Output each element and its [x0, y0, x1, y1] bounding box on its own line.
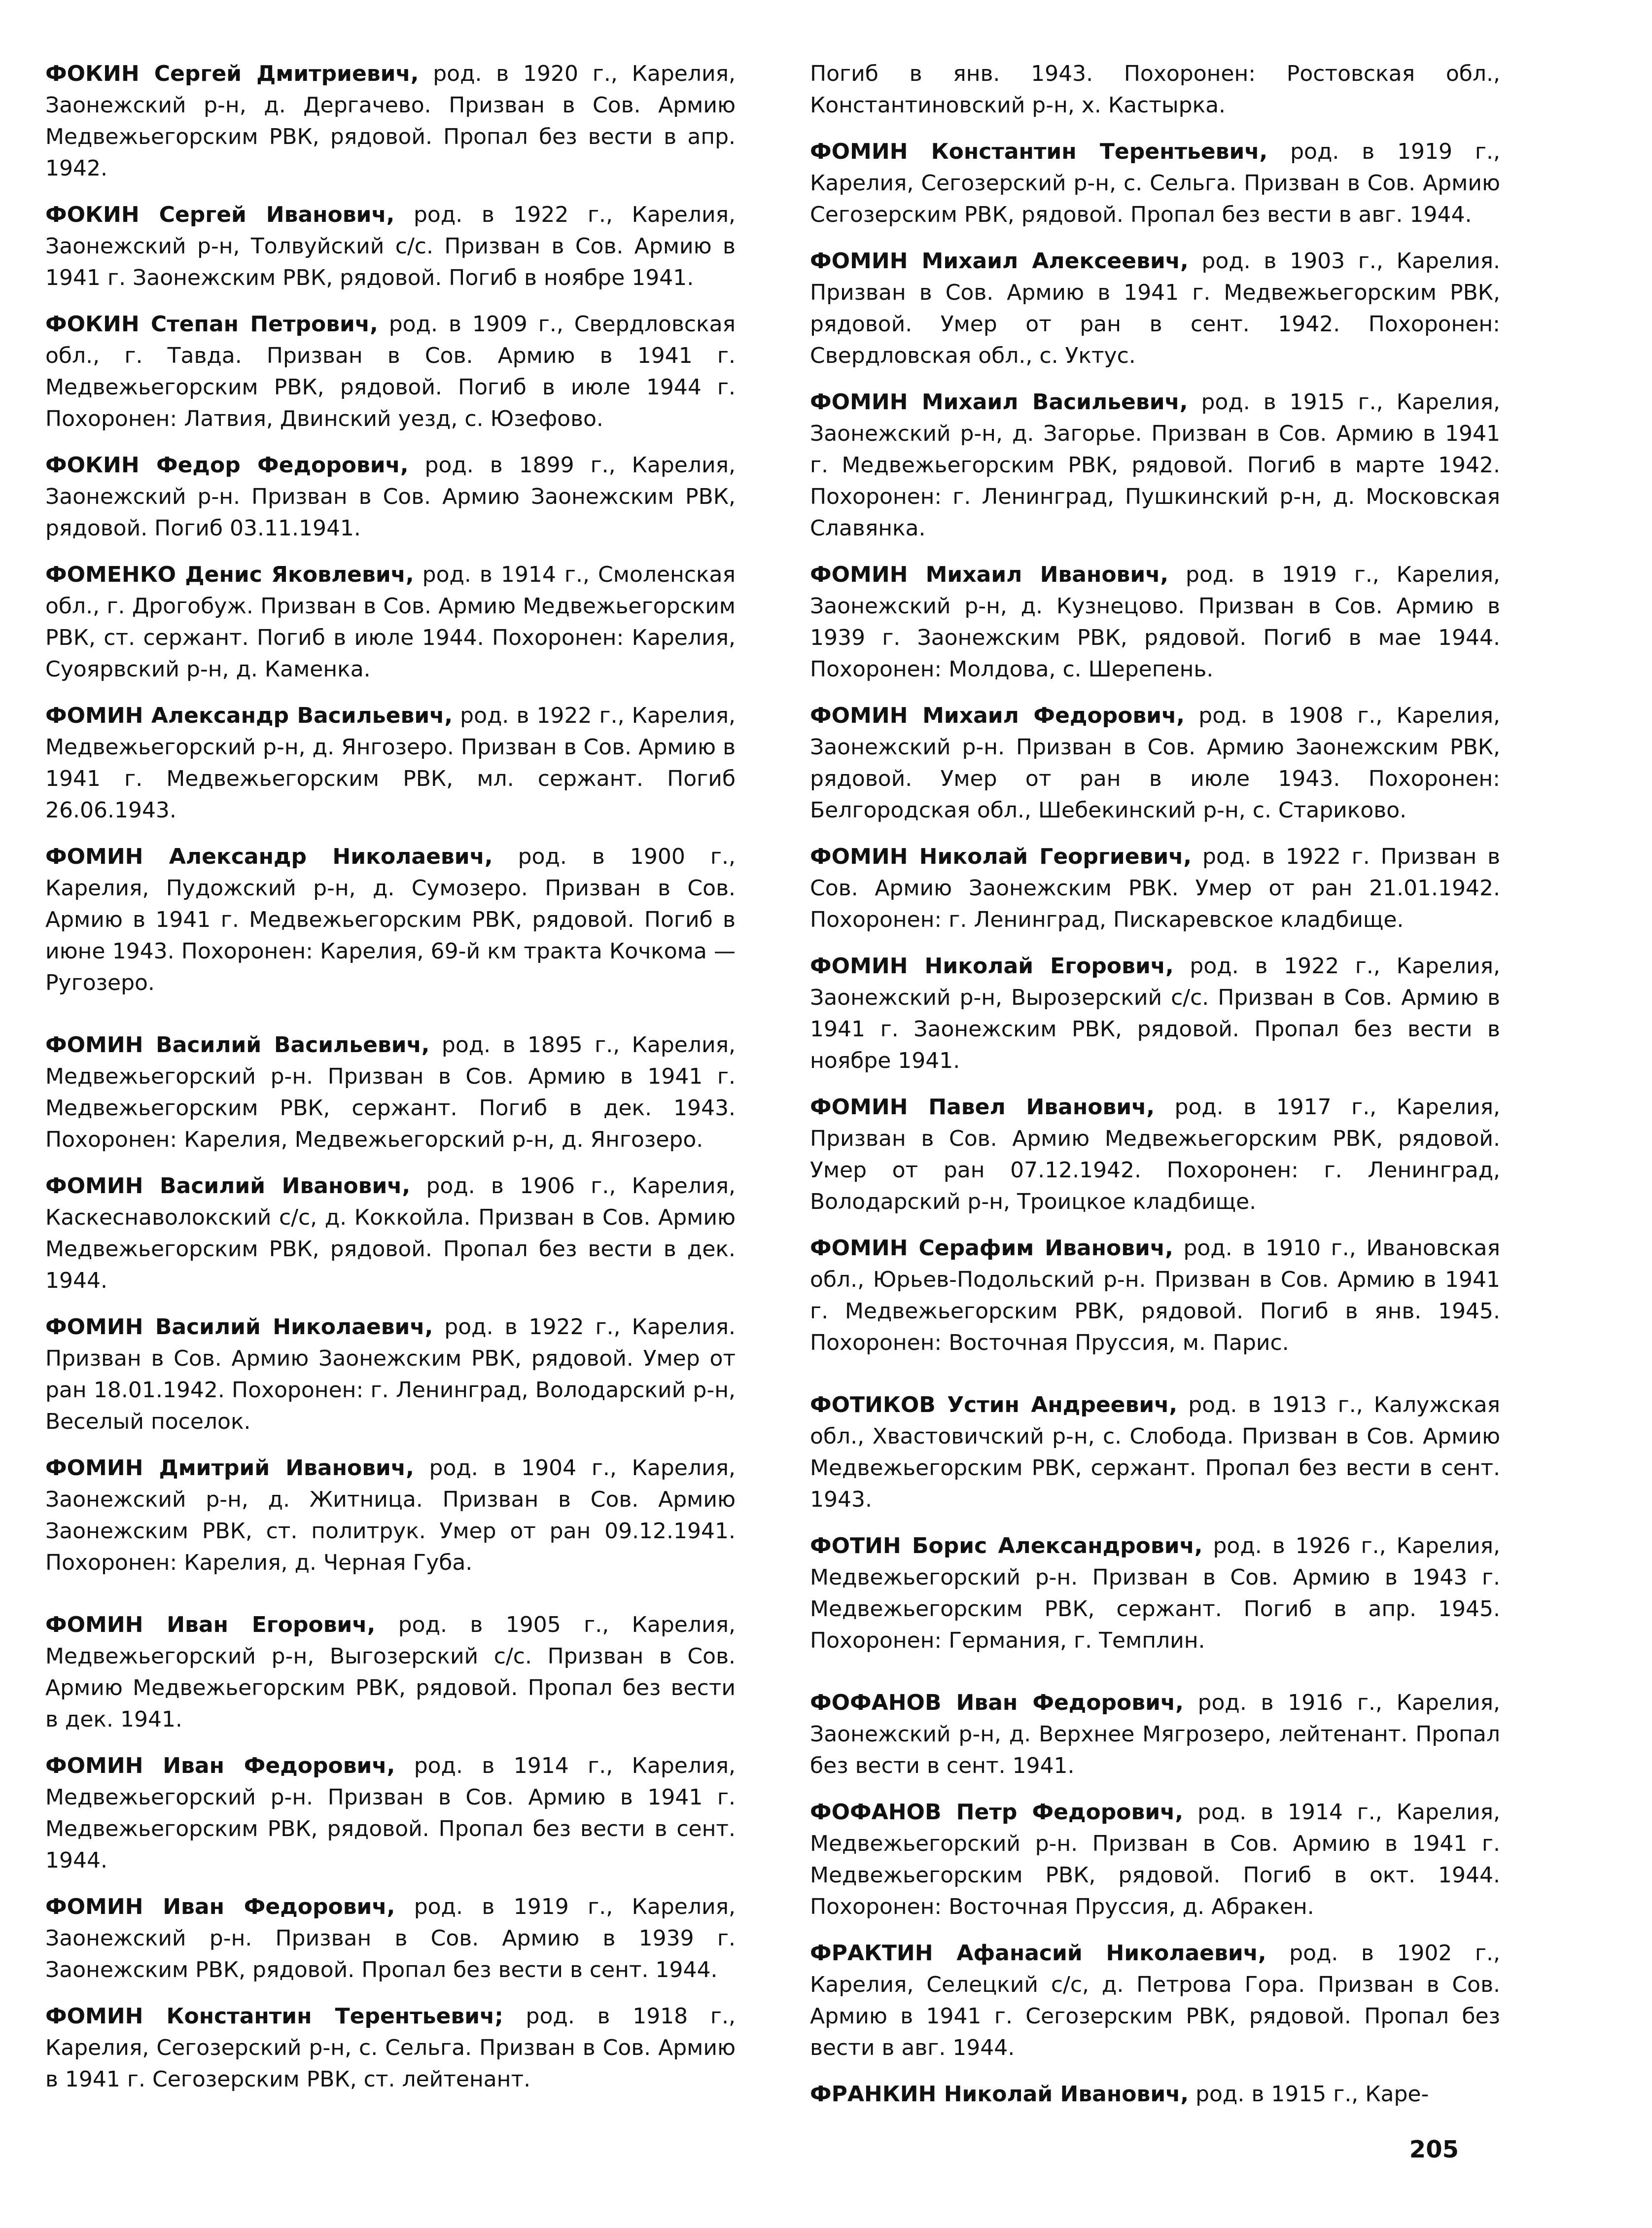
entry-name: ФОКИН Федор Федорович, — [45, 453, 409, 478]
entry-name: ФОФАНОВ Петр Федорович, — [810, 1800, 1184, 1825]
entry-name: ФОМИН Николай Егорович, — [810, 954, 1174, 979]
entry-name: ФОМИН Иван Федорович, — [45, 1753, 395, 1778]
entry-name: ФОМИН Михаил Иванович, — [810, 562, 1169, 587]
entry-name: ФОФАНОВ Иван Федорович, — [810, 1690, 1184, 1715]
entry — [45, 199, 736, 294]
entry-text: род. в 1905 г., Карелия, Медвежьегорский р-н, Выгозерский с/с. Призван в Сов. Армию Медвежьегорским РВК, рядовой. Пропал без вести в дек. 1941. — [45, 1612, 736, 1732]
entry-text: род. в 1895 г., Карелия, Медвежьегорский р-н. Призван в Сов. Армию в 1941 г. Медвежьегорским РВК, сержант. Погиб в дек. 1943. Похоронен: Карелия, Медвежьегорский р-н, д. Янгозеро. — [45, 1032, 736, 1152]
entry-text: род. в 1906 г., Карелия, Каскеснаволокский с/с, д. Коккойла. Призван в Сов. Армию Медвежьегорским РВК, рядовой. Пропал без вести в дек. 1944. — [45, 1173, 736, 1293]
entry-name: ФОМИН Василий Николаевич, — [45, 1314, 433, 1340]
entry-text: род. в 1914 г., Карелия, Медвежьегорский р-н. Призван в Сов. Армию в 1941 г. Медвежьегорским РВК, рядовой. Погиб в окт. 1944. Похоронен: Восточная Пруссия, д. Абракен. — [810, 1800, 1500, 1919]
entry-text: род. в 1914 г., Карелия, Медвежьегорский р-н. Призван в Сов. Армию в 1941 г. Медвежьегорским РВК, рядовой. Пропал без вести в сент. 1944. — [45, 1753, 736, 1873]
entry-name: ФОМИН Николай Георгиевич, — [810, 844, 1192, 869]
entry-text: род. в 1922 г. Призван в Сов. Армию Заонежским РВК. Умер от ран 21.01.1942. Похоронен: г. Ленинград, Пискаревское кладбище. — [810, 844, 1500, 932]
entry — [810, 700, 1500, 826]
entry-text: род. в 1918 г., Карелия, Сегозерский р-н, с. Сельга. Призван в Сов. Армию в 1941 г. Сегозерским РВК, ст. лейтенант. — [45, 2004, 736, 2092]
page-number: 205 — [1409, 2136, 1459, 2163]
entry-text: род. в 1914 г., Смоленская обл., г. Дрогобуж. Призван в Сов. Армию Медвежьегорским РВК, ст. сержант. Погиб в июле 1944. Похоронен: Карелия, Суоярвский р-н, д. Каменка. — [45, 562, 736, 682]
entry-name: ФОМИН Иван Федорович, — [45, 1894, 395, 1919]
entry-text: род. в 1922 г., Карелия, Медвежьегорский р-н, д. Янгозеро. Призван в Сов. Армию в 1941 г. Медвежьегорским РВК, мл. сержант. Погиб 26.06.1943. — [45, 703, 736, 823]
entry-text: род. в 1922 г., Карелия, Заонежский р-н, Вырозерский с/с. Призван в Сов. Армию в 1941 г. Заонежским РВК, рядовой. Пропал без вести в ноябре 1941. — [810, 954, 1501, 1073]
entry-name: ФОМИН Михаил Федорович, — [810, 703, 1185, 728]
entry-text: род. в 1919 г., Карелия, Сегозерский р-н, с. Сельга. Призван в Сов. Армию Сегозерским РВК, рядовой. Пропал без вести в авг. 1944. — [810, 139, 1501, 227]
entry-name: ФРАНКИН Николай Иванович, — [810, 2082, 1189, 2107]
entry — [810, 387, 1500, 544]
entry-text: род. в 1908 г., Карелия, Заонежский р-н. Призван в Сов. Армию Заонежским РВК, рядовой. Умер от ран в июле 1943. Похоронен: Белгородская обл., Шебекинский р-н, с. Стариково. — [810, 703, 1501, 823]
entry-name: ФОМИН Михаил Алексеевич, — [810, 248, 1189, 274]
entry — [810, 1687, 1500, 1782]
entry-name: ФОМИН Василий Иванович, — [45, 1173, 411, 1199]
entry-name: ФОМИН Серафим Иванович, — [810, 1236, 1173, 1261]
entry-name: ФОМИН Константин Терентьевич; — [45, 2004, 503, 2029]
entry — [45, 1170, 736, 1297]
entry-name: ФОМИН Михаил Васильевич, — [810, 389, 1188, 415]
entry — [45, 2001, 736, 2095]
entry-text: Погиб в янв. 1943. Похоронен: Ростовская обл., Константиновский р-н, х. Кастырка. — [810, 61, 1500, 118]
entry-name: ФОМИН Александр Николаевич, — [45, 844, 493, 869]
entry-name: ФОКИН Степан Петрович, — [45, 312, 378, 337]
entry — [45, 700, 736, 826]
entry — [810, 1092, 1500, 1218]
entry-name: ФОМИН Александр Васильевич, — [45, 703, 453, 728]
entry-name: ФОМИН Василий Васильевич, — [45, 1032, 430, 1058]
entry-text: род. в 1915 г., Каре- — [1189, 2082, 1429, 2107]
entry-text: род. в 1899 г., Карелия, Заонежский р-н. Призван в Сов. Армию Заонежским РВК, рядовой. Погиб 03.11.1941. — [45, 453, 736, 541]
entry — [810, 246, 1500, 372]
entry — [45, 450, 736, 544]
entry-name: ФОТИН Борис Александрович, — [810, 1533, 1203, 1558]
entry — [45, 1029, 736, 1156]
entry-text: род. в 1919 г., Карелия, Заонежский р-н. Призван в Сов. Армию в 1939 г. Заонежским РВК, рядовой. Пропал без вести в сент. 1944. — [45, 1894, 736, 1982]
entry — [810, 1797, 1500, 1923]
entry-text: род. в 1900 г., Карелия, Пудожский р-н, д. Сумозеро. Призван в Сов. Армию в 1941 г. Медвежьегорским РВК, рядовой. Погиб в июне 1943. Похоронен: Карелия, 69-й км тракта Кочкома — Ругозеро. — [45, 844, 736, 995]
entry-text: род. в 1919 г., Карелия, Заонежский р-н, д. Кузнецово. Призван в Сов. Армию в 1939 г. Заонежским РВК, рядовой. Погиб в мае 1944. Похоронен: Молдова, с. Шерепень. — [810, 562, 1501, 682]
entry — [45, 841, 736, 999]
entry — [810, 136, 1500, 231]
entry-name: ФОМИН Павел Иванович, — [810, 1095, 1155, 1120]
entry-name: ФОКИН Сергей Иванович, — [45, 202, 395, 227]
entry-text: род. в 1904 г., Карелия, Заонежский р-н, д. Житница. Призван в Сов. Армию Заонежским РВК, ст. политрук. Умер от ран 09.12.1941. Похоронен: Карелия, д. Черная Губа. — [45, 1455, 736, 1575]
entry — [45, 1891, 736, 1986]
entry — [810, 1233, 1500, 1359]
entry — [810, 1389, 1500, 1516]
entry — [45, 1750, 736, 1876]
left-column — [45, 58, 736, 2110]
entry-text: род. в 1903 г., Карелия. Призван в Сов. Армию в 1941 г. Медвежьегорским РВК, рядовой. Умер от ран в сент. 1942. Похоронен: Свердловская обл., с. Уктус. — [810, 248, 1501, 368]
entry-text: род. в 1922 г., Карелия, Заонежский р-н, Толвуйский с/с. Призван в Сов. Армию в 1941 г. Заонежским РВК, рядовой. Погиб в ноябре 1941. — [45, 202, 736, 290]
entry-text: род. в 1913 г., Калужская обл., Хвастовичский р-н, с. Слобода. Призван в Сов. Армию Медвежьегорским РВК, сержант. Пропал без вести в сент. 1943. — [810, 1392, 1501, 1512]
entry — [810, 951, 1500, 1077]
entry — [810, 1530, 1500, 1657]
entry-name: ФОМИН Иван Егорович, — [45, 1612, 376, 1637]
entry-text: род. в 1922 г., Карелия. Призван в Сов. Армию Заонежским РВК, рядовой. Умер от ран 18.01.1942. Похоронен: г. Ленинград, Володарский р-н, Веселый поселок. — [45, 1314, 736, 1434]
entry — [45, 309, 736, 435]
entry — [810, 841, 1500, 936]
entry-text: род. в 1910 г., Ивановская обл., Юрьев-Подольский р-н. Призван в Сов. Армию в 1941 г. Медвежьегорским РВК, рядовой. Погиб в янв. 1945. Похоронен: Восточная Пруссия, м. Парис. — [810, 1236, 1500, 1355]
entry-name: ФОМИН Константин Терентьевич, — [810, 139, 1268, 164]
entry — [45, 1311, 736, 1438]
entry-text: род. в 1915 г., Карелия, Заонежский р-н, д. Загорье. Призван в Сов. Армию в 1941 г. Медвежьегорским РВК, рядовой. Погиб в марте 1942. Похоронен: г. Ленинград, Пушкинский р-н, д. Московская Славянка. — [810, 389, 1500, 541]
entry-name: ФОКИН Сергей Дмитриевич, — [45, 61, 419, 86]
entry-name: ФРАКТИН Афанасий Николаевич, — [810, 1941, 1266, 1966]
entry — [810, 2079, 1500, 2110]
right-column — [810, 58, 1500, 2125]
entry-text: род. в 1902 г., Карелия, Селецкий с/с, д. Петрова Гора. Призван в Сов. Армию в 1941 г. Сегозерским РВК, рядовой. Пропал без вести в авг. 1944. — [810, 1941, 1500, 2060]
entry-text: род. в 1916 г., Карелия, Заонежский р-н, д. Верхнее Мягрозеро, лейтенант. Пропал без вести в сент. 1941. — [810, 1690, 1500, 1778]
entry — [810, 559, 1500, 685]
entry-name: ФОМИН Дмитрий Иванович, — [45, 1455, 414, 1481]
entry — [45, 58, 736, 184]
entry-name: ФОТИКОВ Устин Андреевич, — [810, 1392, 1178, 1417]
entry — [810, 1938, 1500, 2064]
entry-text: род. в 1909 г., Свердловская обл., г. Тавда. Призван в Сов. Армию в 1941 г. Медвежьегорским РВК, рядовой. Погиб в июле 1944 г. Похоронен: Латвия, Двинский уезд, с. Юзефово. — [45, 312, 736, 431]
entry-name: ФОМЕНКО Денис Яковлевич, — [45, 562, 414, 587]
entry-text: род. в 1920 г., Карелия, Заонежский р-н, д. Дергачево. Призван в Сов. Армию Медвежьегорским РВК, рядовой. Пропал без вести в апр. 1942. — [45, 61, 736, 181]
entry-continuation — [810, 58, 1500, 121]
entry — [45, 1609, 736, 1735]
entry — [45, 1452, 736, 1579]
entry — [45, 559, 736, 685]
entry-text: род. в 1926 г., Карелия, Медвежьегорский р-н. Призван в Сов. Армию в 1943 г. Медвежьегорским РВК, сержант. Погиб в апр. 1945. Похоронен: Германия, г. Темплин. — [810, 1533, 1500, 1653]
entry-text: род. в 1917 г., Карелия, Призван в Сов. Армию Медвежьегорским РВК, рядовой. Умер от ран 07.12.1942. Похоронен: г. Ленинград, Володарский р-н, Троицкое кладбище. — [810, 1095, 1501, 1214]
